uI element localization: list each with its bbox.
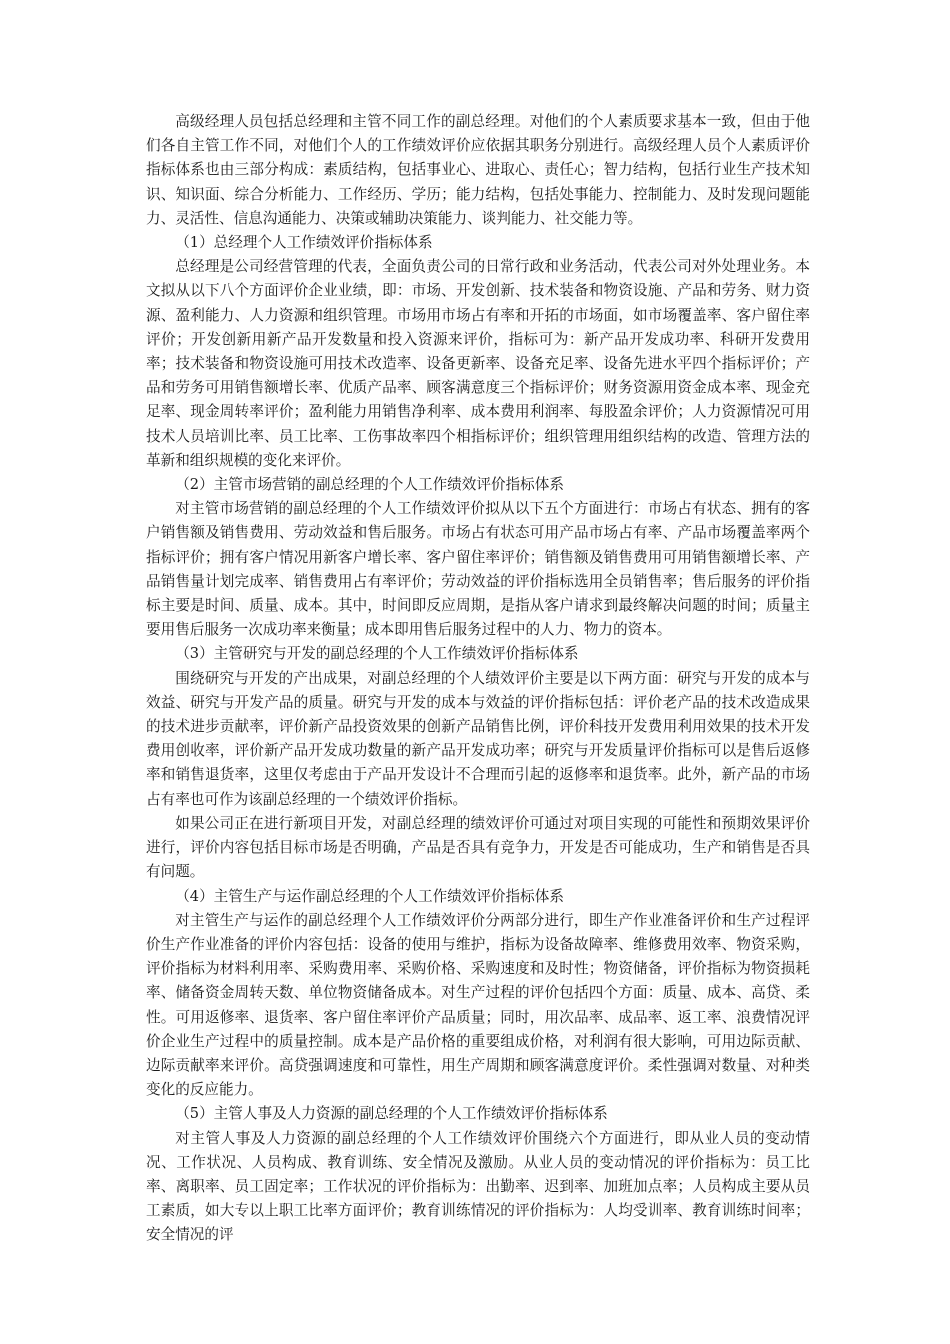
paragraph-rnd: 围绕研究与开发的产出成果，对副总经理的个人绩效评价主要是以下两方面：研究与开发的成本与效益、研究与开发产品的质量。研究与开发的成本与效益的评价指标包括：评价老产品的技术改造成果的技术进步贡献率，评价新产品投资效果的创新产品销售比例，评价科技开发费用利用效果的技术开发费用创收率，评价新产品开发成功数量的新产品开发成功率；研究与开发质量评价指标可以是售后返修率和销售退货率，这里仅考虑由于产品开发设计不合理而引起的返修率和退货率。此外，新产品的市场占有率也可作为该副总经理的一个绩效评价指标。 bbox=[146, 669, 810, 808]
paragraph-intro: 高级经理人员包括总经理和主管不同工作的副总经理。对他们的个人素质要求基本一致，但由于他们各自主管工作不同，对他们个人的工作绩效评价应依据其职务分别进行。高级经理人员个人素质评价指标体系也由三部分构成：素质结构，包括事业心、进取心、责任心；智力结构，包括行业生产技术知识、知识面、综合分析能力、工作经历、学历；能力结构，包括处事能力、控制能力、及时发现问题能力、灵活性、信息沟通能力、决策或辅助决策能力、谈判能力、社交能力等。 bbox=[146, 113, 810, 227]
section-heading-1: （1）总经理个人工作绩效评价指标体系 bbox=[175, 234, 433, 252]
paragraph-hr: 对主管人事及人力资源的副总经理的个人工作绩效评价围绕六个方面进行，即从业人员的变动情况、工作状况、人员构成、教育训练、安全情况及激励。从业人员的变动情况的评价指标为：员工比率、离职率、员工固定率；工作状况的评价指标为：出勤率、迟到率、加班加点率；人员构成主要从员工素质，如大专以上职工比率方面评价；教育训练情况的评价指标为：人均受训率、教育训练时间率；安全情况的评 bbox=[146, 1129, 810, 1244]
paragraph-production: 对主管生产与运作的副总经理个人工作绩效评价分两部分进行，即生产作业准备评价和生产过程评价生产作业准备的评价内容包括：设备的使用与维护，指标为设备故障率、维修费用效率、物资采购，评价指标为材料利用率、采购费用率、采购价格、采购速度和及时性；物资储备，评价指标为物资损耗率、储备资金周转天数、单位物资储备成本。对生产过程的评价包括四个方面：质量、成本、高贷、柔性。可用返修率、退货率、客户留住率评价产品质量；同时，用次品率、成品率、返工率、浪费情况评价企业生产过程中的质量控制。成本是产品价格的重要组成价格，对利润有很大影响，可用边际贡献、边际贡献率来评价。高贷强调速度和可靠性，用生产周期和顾客满意度评价。柔性强调对数量、对种类变化的反应能力。 bbox=[146, 911, 810, 1099]
section-heading-5: （5）主管人事及人力资源的副总经理的个人工作绩效评价指标体系 bbox=[175, 1105, 608, 1123]
section-heading-2: （2）主管市场营销的副总经理的个人工作绩效评价指标体系 bbox=[175, 476, 564, 494]
paragraph-rnd-project: 如果公司正在进行新项目开发，对副总经理的绩效评价可通过对项目实现的可能性和预期效果评价进行，评价内容包括目标市场是否明确，产品是否具有竞争力，开发是否可能成功，生产和销售是否具有问题。 bbox=[146, 814, 810, 881]
paragraph-marketing: 对主管市场营销的副总经理的个人工作绩效评价拟从以下五个方面进行：市场占有状态、拥有的客户销售额及销售费用、劳动效益和售后服务。市场占有状态可用产品市场占有率、产品市场覆盖率两个指标评价；拥有客户情况用新客户增长率、客户留住率评价；销售额及销售费用可用销售额增长率、产品销售量计划完成率、销售费用占有率评价；劳动效益的评价指标选用全员销售率；售后服务的评价指标主要是时间、质量、成本。其中，时间即反应周期，是指从客户请求到最终解决问题的时间；质量主要用售后服务一次成功率来衡量；成本即用售后服务过程中的人力、物力的资本。 bbox=[146, 500, 810, 639]
section-heading-4: （4）主管生产与运作副总经理的个人工作绩效评价指标体系 bbox=[175, 887, 564, 905]
paragraph-general-manager: 总经理是公司经营管理的代表，全面负责公司的日常行政和业务活动，代表公司对外处理业务。本文拟从以下八个方面评价企业业绩，即：市场、开发创新、技术装备和物资设施、产品和劳务、财力资源、盈利能力、人力资源和组织管理。市场用市场占有率和开拓的市场面，如市场覆盖率、客户留住率评价；开发创新用新产品开发数量和投入资源来评价，指标可为：新产品开发成功率、科研开发费用率；技术装备和物资设施可用技术改造率、设备更新率、设备充足率、设备先进水平四个指标评价；产品和劳务可用销售额增长率、优质产品率、顾客满意度三个指标评价；财务资源用资金成本率、现金充足率、现金周转率评价；盈利能力用销售净利率、成本费用利润率、每股盈余评价；人力资源情况可用技术人员培训比率、员工比率、工伤事故率四个相指标评价；组织管理用组织结构的改造、管理方法的革新和组织规模的变化来评价。 bbox=[146, 258, 810, 469]
section-heading-3: （3）主管研究与开发的副总经理的个人工作绩效评价指标体系 bbox=[175, 645, 579, 663]
document-body bbox=[146, 110, 810, 1248]
